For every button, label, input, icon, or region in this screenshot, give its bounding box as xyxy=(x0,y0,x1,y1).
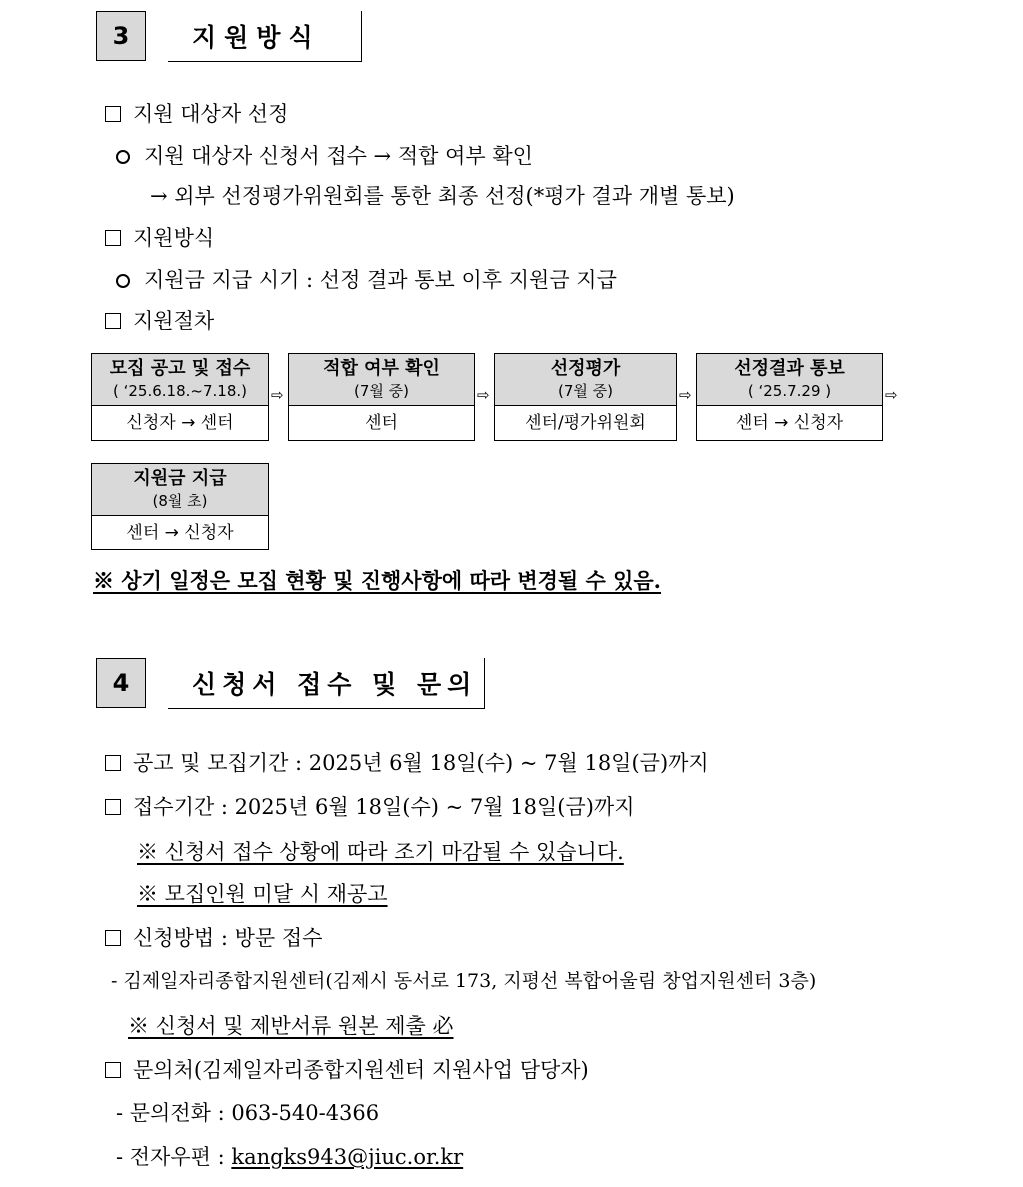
bullet-line: 접수기간 : 2025년 6월 18일(수) ~ 7월 18일(금)까지 xyxy=(105,797,635,818)
section-title: 지원방식 xyxy=(168,11,362,62)
checkbox-square-icon xyxy=(105,313,121,329)
email-link[interactable]: kangks943@jiuc.or.kr xyxy=(231,1145,464,1169)
section-title: 신청서 접수 및 문의 xyxy=(168,658,485,709)
sub-bullet-continuation: → 외부 선정평가위원회를 통한 최종 선정(*평가 결과 개별 통보) xyxy=(150,184,735,208)
bullet-line: 지원절차 xyxy=(105,311,214,332)
circle-bullet-icon xyxy=(116,150,130,164)
bullet-line: 문의처(김제일자리종합지원센터 지원사업 담당자) xyxy=(105,1060,589,1081)
arrow-right-icon: ⇨ xyxy=(271,386,284,404)
bullet-line: 공고 및 모집기간 : 2025년 6월 18일(수) ~ 7월 18일(금)까지 xyxy=(105,753,709,774)
arrow-right-icon: ⇨ xyxy=(477,386,490,404)
checkbox-square-icon xyxy=(105,799,121,815)
arrow-right-icon: ⇨ xyxy=(679,386,692,404)
email-line: - 전자우편 : kangks943@jiuc.or.kr xyxy=(116,1145,464,1169)
recruit-note: ※ 모집인원 미달 시 재공고 xyxy=(137,882,388,906)
checkbox-square-icon xyxy=(105,106,121,122)
schedule-notice: ※ 상기 일정은 모집 현황 및 진행사항에 따라 변경될 수 있음. xyxy=(93,568,661,593)
documents-note: ※ 신청서 및 제반서류 원본 제출 必 xyxy=(128,1014,454,1038)
sub-bullet-line: 지원 대상자 신청서 접수 → 적합 여부 확인 xyxy=(116,146,533,167)
process-step: 적합 여부 확인 (7월 중) 센터 xyxy=(288,353,475,441)
circle-bullet-icon xyxy=(116,274,130,288)
checkbox-square-icon xyxy=(105,230,121,246)
section-number: 4 xyxy=(96,658,146,708)
process-step: 선정결과 통보 ( ‘25.7.29 ) 센터 → 신청자 xyxy=(696,353,883,441)
address-line: - 김제일자리종합지원센터(김제시 동서로 173, 지평선 복합어울림 창업지원센터 3층) xyxy=(111,970,817,992)
arrow-right-icon: ⇨ xyxy=(885,386,898,404)
process-step: 선정평가 (7월 중) 센터/평가위원회 xyxy=(494,353,677,441)
deadline-note: ※ 신청서 접수 상황에 따라 조기 마감될 수 있습니다. xyxy=(137,840,624,864)
bullet-line: 지원방식 xyxy=(105,228,214,249)
checkbox-square-icon xyxy=(105,1062,121,1078)
section-number: 3 xyxy=(96,11,146,61)
phone-line: - 문의전화 : 063-540-4366 xyxy=(116,1101,380,1125)
process-step: 지원금 지급 (8월 초) 센터 → 신청자 xyxy=(91,463,269,550)
sub-bullet-line: 지원금 지급 시기 : 선정 결과 통보 이후 지원금 지급 xyxy=(116,270,617,291)
bullet-line: 신청방법 : 방문 접수 xyxy=(105,928,322,949)
checkbox-square-icon xyxy=(105,930,121,946)
process-step: 모집 공고 및 접수 ( ‘25.6.18.~7.18.) 신청자 → 센터 xyxy=(91,353,269,441)
bullet-line: 지원 대상자 선정 xyxy=(105,104,288,125)
checkbox-square-icon xyxy=(105,755,121,771)
